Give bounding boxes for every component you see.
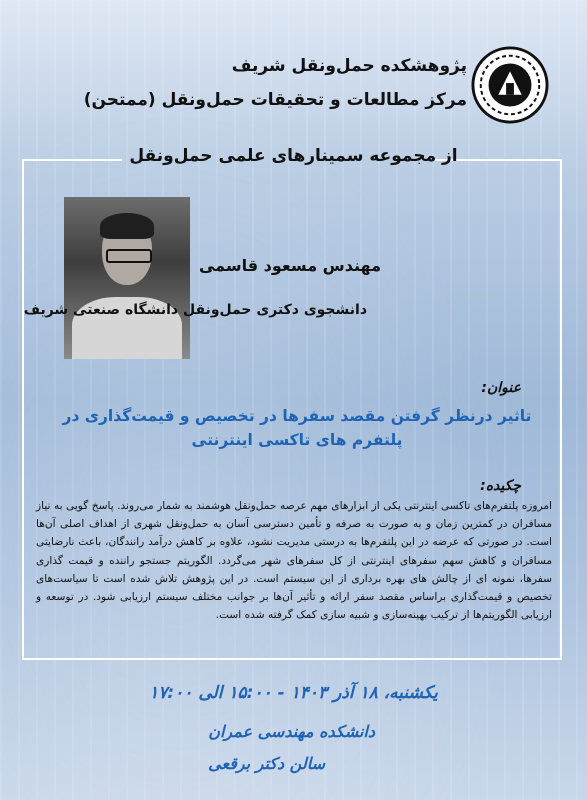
frame-left-line	[22, 159, 24, 659]
abstract-text: امروزه پلتفرم‌های تاکسی اینترنتی یکی از ابزارهای مهم عرصه حمل‌ونقل هوشمند به شمار می‌روند. پاسخ گویی به نیاز مسافران در کمترین زمان و به صورت به صرفه و تأمین دسترسی آسان به حمل‌ونقل شهری از اهداف اصلی آن‌ها است. در صورتی که عرضه در این پلتفرم‌ها به درستی مدیریت نشود، علاوه بر کاهش درآمد رانندگان، باعث نارضایتی مسافران و کاهش سهم سفرهای اینترنتی از کل سفرهای شهر می‌گردد. الگوریتم جستجو راننده و قیمت گذاری سفرها، نمونه ای از چالش های بهره برداری از این سیستم است. در این پژوهش تلاش شده است تا سیاست‌های تخصیص و قیمت‌گذاری براساس مقصد سفر ارائه و تأثیر آن‌ها بر جوانب مختلف سیستم ارزیابی شود. در توسعه و ارزیابی الگوریتم‌ها از ترکیب بهینه‌سازی و شبیه سازی کمک گرفته شده است.	[36, 500, 552, 622]
institute-name: پژوهشکده حمل‌ونقل شریف	[231, 56, 467, 76]
event-hall: سالن دکتر برقعی	[208, 754, 325, 773]
title-label: عنوان:	[481, 380, 521, 396]
abstract-label: چکیده:	[480, 478, 521, 494]
frame-right-line	[560, 159, 562, 659]
speaker-photo	[64, 197, 190, 359]
event-datetime: یکشنبه، ۱۸ آذر ۱۴۰۳ - ۱۵:۰۰ الی ۱۷:۰۰	[149, 683, 438, 703]
event-venue: دانشکده مهندسی عمران	[208, 722, 375, 741]
speaker-affiliation: دانشجوی دکتری حمل‌ونقل دانشگاه صنعتی شریف	[23, 302, 367, 318]
seminar-series-title: از مجموعه سمینارهای علمی حمل‌ونقل	[129, 146, 458, 166]
center-name: مرکز مطالعات و تحقیقات حمل‌ونقل (ممتحن)	[83, 90, 467, 110]
university-logo-icon	[471, 46, 549, 124]
speaker-name: مهندس مسعود قاسمی	[198, 256, 381, 275]
frame-bottom-line	[22, 658, 562, 660]
talk-title: تاثیر درنظر گرفتن مقصد سفرها در تخصیص و قیمت‌گذاری در پلتفرم های تاکسی اینترنتی	[62, 407, 532, 449]
